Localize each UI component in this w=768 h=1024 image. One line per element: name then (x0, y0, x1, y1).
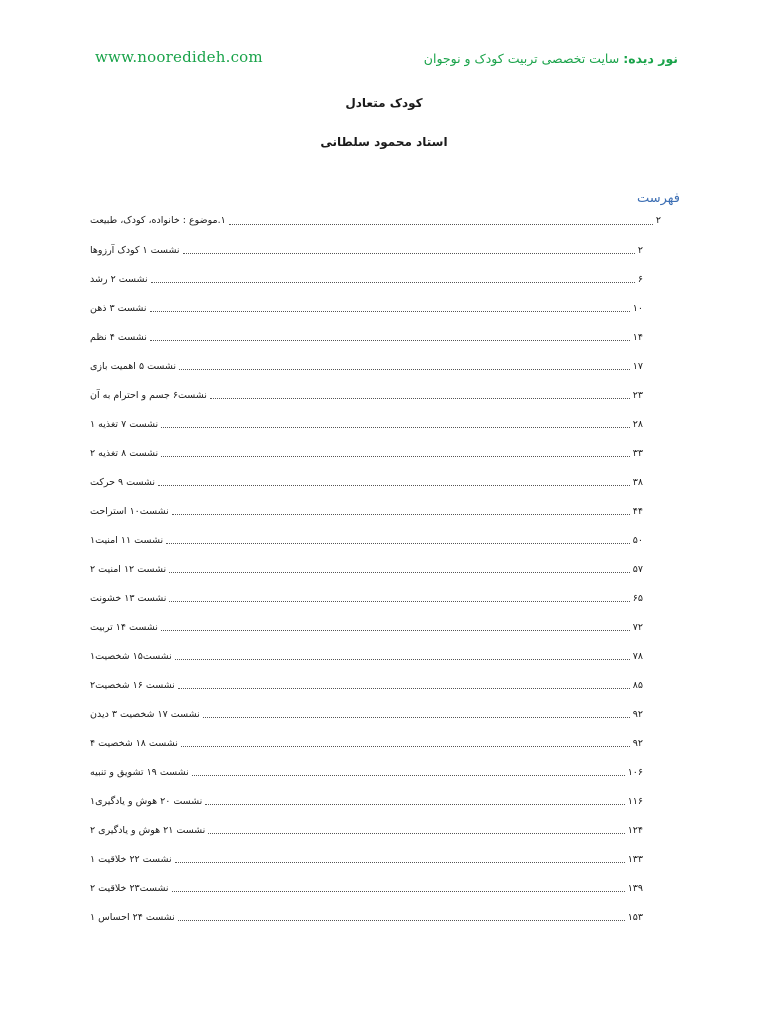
toc-leader-dots (172, 891, 625, 892)
toc-entry-page: ۱۴ (632, 331, 643, 343)
toc-entry-label: نشست۲۳ خلاقیت ۲ (90, 882, 169, 894)
toc-entry[interactable] (90, 642, 661, 671)
toc-entry-label: نشست ۲۴ احساس ۱ (90, 911, 175, 923)
toc-entry-page: ۲۸ (632, 418, 643, 430)
toc-leader-dots (179, 369, 630, 370)
toc-entry-label: نشست ۲۲ خلاقیت ۱ (90, 853, 172, 865)
site-brand: نور دیده: (623, 51, 678, 66)
toc-leader-dots (203, 717, 630, 718)
toc-entry-label: نشست ۱۴ تربیت (90, 621, 158, 633)
toc-entry-label: نشست ۵ اهمیت بازی (90, 360, 177, 372)
toc-entry-page: ۱۳۹ (627, 882, 643, 894)
toc-entry[interactable] (90, 323, 661, 352)
toc-leader-dots (150, 311, 630, 312)
document-author: استاد محمود سلطانی (320, 135, 448, 149)
toc-entry[interactable] (90, 758, 661, 787)
toc-entry[interactable] (90, 874, 661, 903)
toc-entry[interactable] (90, 584, 661, 613)
toc-leader-dots (166, 543, 630, 544)
toc-leader-dots (178, 688, 630, 689)
toc-entry-page: ۹۲ (632, 737, 643, 749)
toc-entry-page: ۲ (655, 215, 661, 226)
toc-entry[interactable] (90, 468, 661, 497)
toc-entry[interactable] (90, 294, 661, 323)
toc-entry[interactable] (90, 671, 661, 700)
document-title: کودک متعادل (345, 96, 423, 110)
toc-heading: فهرست (636, 191, 680, 206)
toc-entry-label: نشست ۲۱ هوش و یادگیری ۲ (90, 824, 206, 836)
toc-entry-label: نشست۶ جسم و احترام به آن (90, 389, 207, 401)
toc-leader-dots (175, 862, 625, 863)
toc-entry[interactable] (90, 787, 661, 816)
toc-entry[interactable] (90, 381, 661, 410)
toc-leader-dots (229, 224, 653, 225)
toc-entry[interactable] (90, 497, 661, 526)
toc-entry[interactable] (90, 352, 661, 381)
toc-entry[interactable] (90, 214, 661, 236)
toc-entry-label: نشست ۱۳ خشونت (90, 592, 167, 604)
toc-entry[interactable] (90, 845, 661, 874)
table-of-contents (90, 214, 661, 932)
toc-leader-dots (175, 659, 630, 660)
toc-entry-page: ۱۳۳ (627, 853, 643, 865)
toc-leader-dots (172, 514, 630, 515)
site-name (424, 51, 678, 66)
toc-entry-label: نشست ۱۷ شخصیت ۳ دیدن (90, 708, 200, 720)
toc-leader-dots (161, 427, 630, 428)
toc-entry-page: ۷۸ (632, 650, 643, 662)
toc-entry-label: نشست ۳ ذهن (90, 302, 147, 314)
toc-leader-dots (158, 485, 630, 486)
toc-leader-dots (181, 746, 630, 747)
toc-entry-page: ۵۷ (632, 563, 643, 575)
toc-entry[interactable] (90, 236, 661, 265)
toc-entry-label: نشست ۹ حرکت (90, 476, 156, 488)
toc-entry-label: نشست ۸ تغذیه ۲ (90, 447, 159, 459)
toc-entry-label: نشست ۱۱ امنیت۱ (90, 534, 164, 546)
toc-entry-page: ۴۴ (632, 505, 643, 517)
toc-leader-dots (161, 456, 630, 457)
toc-entry-page: ۱۰۶ (627, 766, 643, 778)
toc-entry-label: نشست۱۰ استراحت (90, 505, 169, 517)
toc-entry-page: ۱۷ (632, 360, 643, 372)
toc-entry[interactable] (90, 410, 661, 439)
toc-entry-label: نشست ۱۹ تشویق و تنبیه (90, 766, 189, 778)
toc-entry[interactable] (90, 555, 661, 584)
toc-leader-dots (205, 804, 624, 805)
toc-entry[interactable] (90, 439, 661, 468)
toc-entry-page: ۲ (637, 244, 643, 256)
toc-entry-label: نشست ۲ رشد (90, 273, 148, 285)
toc-entry-page: ۱۵۳ (627, 911, 643, 923)
toc-entry[interactable] (90, 729, 661, 758)
toc-entry-page: ۶ (637, 273, 643, 285)
toc-leader-dots (150, 340, 630, 341)
toc-entry-label: نشست ۱۸ شخصیت ۴ (90, 737, 178, 749)
toc-leader-dots (210, 398, 630, 399)
toc-leader-dots (161, 630, 630, 631)
toc-leader-dots (192, 775, 625, 776)
toc-entry-page: ۷۲ (632, 621, 643, 633)
toc-entry-page: ۱۱۶ (627, 795, 643, 807)
toc-leader-dots (169, 572, 630, 573)
site-tagline: سایت تخصصی تربیت کودک و نوجوان (423, 51, 624, 66)
toc-leader-dots (169, 601, 629, 602)
toc-entry[interactable] (90, 613, 661, 642)
toc-entry-label: نشست ۷ تغذیه ۱ (90, 418, 159, 430)
toc-entry[interactable] (90, 903, 661, 932)
toc-entry-page: ۳۳ (632, 447, 643, 459)
toc-entry-page: ۵۰ (632, 534, 643, 546)
toc-entry-label: نشست ۱۶ شخصیت۲ (90, 679, 175, 691)
toc-entry[interactable] (90, 816, 661, 845)
toc-entry-label: نشست ۱۲ امنیت ۲ (90, 563, 167, 575)
toc-entry-label: نشست ۲۰ هوش و یادگیری۱ (90, 795, 203, 807)
toc-entry-label: نشست۱۵ شخصیت۱ (90, 650, 172, 662)
toc-entry-page: ۹۲ (632, 708, 643, 720)
toc-leader-dots (151, 282, 635, 283)
toc-entry-label: نشست ۴ نظم (90, 331, 147, 343)
toc-entry-page: ۱۰ (632, 302, 643, 314)
toc-entry-page: ۸۵ (632, 679, 643, 691)
toc-leader-dots (178, 920, 625, 921)
toc-leader-dots (208, 833, 624, 834)
toc-entry-page: ۳۸ (632, 476, 643, 488)
toc-entry[interactable] (90, 265, 661, 294)
toc-entry-page: ۶۵ (632, 592, 643, 604)
toc-entry-page: ۲۳ (632, 389, 643, 401)
toc-entry[interactable] (90, 700, 661, 729)
toc-entry[interactable] (90, 526, 661, 555)
website-url-link[interactable]: www.nooredideh.com (95, 48, 263, 66)
toc-entry-label: ۱.موضوع : خانواده، کودک، طبیعت (90, 215, 226, 226)
toc-leader-dots (183, 253, 635, 254)
toc-entry-page: ۱۲۴ (627, 824, 643, 836)
toc-entry-label: نشست ۱ کودک آرزوها (90, 244, 180, 256)
